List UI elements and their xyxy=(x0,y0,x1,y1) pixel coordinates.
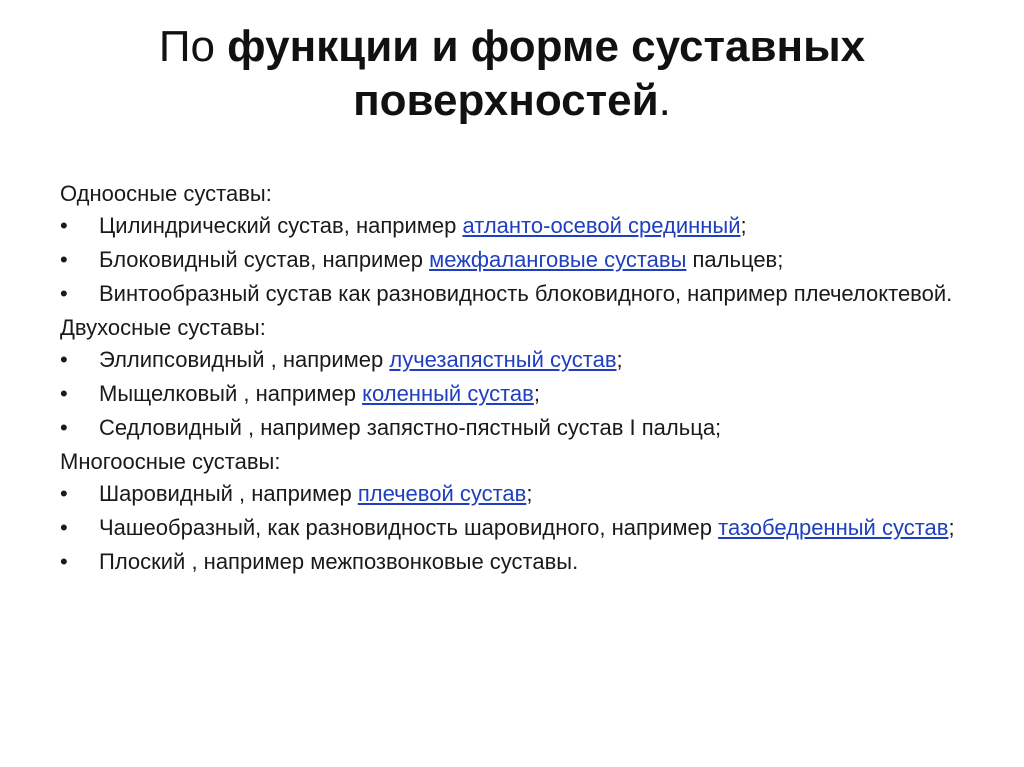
section-heading-uniaxial: Одноосные суставы: xyxy=(60,181,272,206)
bullet-icon: • xyxy=(60,281,68,306)
link-knee-joint[interactable]: коленный сустав xyxy=(362,381,534,406)
list-item xyxy=(60,280,960,308)
item-text: Мыщелковый , например xyxy=(99,381,363,406)
item-text-after: ; xyxy=(526,481,533,506)
item-text: Шаровидный , например xyxy=(99,481,358,506)
title-prefix: По xyxy=(158,22,215,71)
section-heading-biaxial: Двухосные суставы: xyxy=(60,315,266,340)
list-item xyxy=(60,548,960,576)
title-main: функции и форме суставных поверхностей xyxy=(227,22,866,125)
item-text: Цилиндрический сустав, например xyxy=(99,213,463,238)
item-text-after: ; xyxy=(948,515,955,540)
list-item xyxy=(60,514,960,542)
link-interphalangeal-joints[interactable]: межфаланговые суставы xyxy=(429,247,687,272)
list-item xyxy=(60,346,960,374)
list-item xyxy=(60,480,960,508)
link-atlanto-axial[interactable]: атланто-осевой срединный xyxy=(462,213,741,238)
item-text: Блоковидный сустав, например xyxy=(99,247,430,272)
link-shoulder-joint[interactable]: плечевой сустав xyxy=(357,481,527,506)
item-text: Чашеобразный, как разновидность шаровидного, например xyxy=(99,515,719,540)
slide-title xyxy=(60,20,964,128)
item-text-after: ; xyxy=(533,381,540,406)
title-suffix: . xyxy=(658,76,671,125)
bullet-icon: • xyxy=(60,213,68,238)
section-heading-multiaxial: Многоосные суставы: xyxy=(60,449,281,474)
item-text-after: пальцев; xyxy=(686,247,784,272)
list-item xyxy=(60,414,960,442)
bullet-icon: • xyxy=(60,347,68,372)
link-hip-joint[interactable]: тазобедренный сустав xyxy=(718,515,949,540)
item-text: Седловидный , например запястно-пястный сустав I пальца; xyxy=(99,415,722,440)
bullet-icon: • xyxy=(60,515,68,540)
bullet-icon: • xyxy=(60,481,68,506)
bullet-icon: • xyxy=(60,549,68,574)
link-wrist-joint[interactable]: лучезапястный сустав xyxy=(389,347,617,372)
item-text-after: ; xyxy=(740,213,747,238)
item-text: Плоский , например межпозвонковые суставы. xyxy=(99,549,579,574)
list-item xyxy=(60,212,960,240)
list-item xyxy=(60,246,960,274)
bullet-icon: • xyxy=(60,381,68,406)
bullet-icon: • xyxy=(60,247,68,272)
bullet-icon: • xyxy=(60,415,68,440)
item-text-after: ; xyxy=(616,347,623,372)
slide-body xyxy=(60,180,960,576)
item-text: Эллипсовидный , например xyxy=(99,347,390,372)
item-text: Винтообразный сустав как разновидность блоковидного, например плечелоктевой. xyxy=(99,281,953,306)
list-item xyxy=(60,380,960,408)
